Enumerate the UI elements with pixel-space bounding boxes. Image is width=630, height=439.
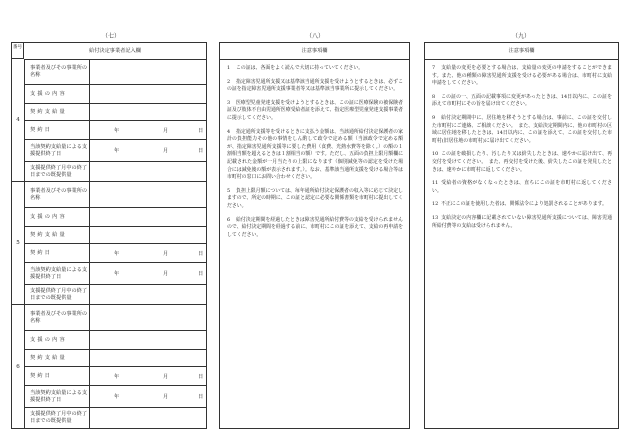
note-item (431, 94, 612, 109)
row-label: 契約支給量 (24, 227, 90, 243)
note-item (431, 115, 612, 145)
date-unit-year: 年 (114, 250, 120, 257)
record-row (24, 350, 206, 367)
note-text: 不正にこの証を使用した者は、関係法令により処罰されることがあります。 (441, 201, 607, 208)
note-item (226, 217, 403, 240)
note-text: この証は、各面をよく読んで大切に持っていてください。 (236, 65, 364, 71)
section-number-7: （七） (101, 33, 120, 40)
note-number: 12 (432, 201, 439, 208)
record-row (24, 104, 206, 121)
note-number: 6 (227, 216, 231, 223)
value-field[interactable] (90, 350, 206, 366)
note-text: 給付決定期間中に、居住地を移そうとする場合は、事前に、この証を交付した市町村にご連絡、ご相談ください。 また、支給決定期間内に、他の市町村の区域に居住地を移したときは、14日以内に、この証を添えて、この証を交付した市町村(旧居住地の市町村)に届け出てください。 (432, 114, 612, 144)
row-label: 契約日 (24, 121, 90, 139)
note-item (431, 201, 612, 209)
record-group (12, 305, 206, 428)
note-number: 2 (227, 78, 231, 85)
record-row (24, 182, 206, 208)
date-unit-day: 日 (198, 271, 204, 277)
record-row (24, 263, 206, 285)
value-field[interactable] (90, 285, 206, 305)
row-label: 契約日 (24, 367, 90, 385)
note-text: 負担上限月額については、毎年通所給付決定保護者の収入等に応じて決定しますので、所定の時期に、この証と認定に必要な関係書類を市町村に提出してください。 (227, 187, 403, 209)
note-item (226, 100, 403, 123)
value-field[interactable] (90, 227, 206, 243)
notes-title-right: 注意事項欄 (425, 43, 618, 60)
note-number: 8 (432, 93, 436, 100)
row-label: 支援の内容 (24, 208, 90, 226)
date-unit-year: 年 (114, 148, 120, 154)
note-text: 医療型児童発達支援を受けようとするときは、この証に医療保険の被保険者証及び肢体不自由児通所医療受給者証を添えて、指定医療型児童発達支援事業者に提示してください。 (227, 99, 403, 121)
note-number: 5 (227, 187, 231, 194)
note-text: 指定障害児通所支援又は基準該当通所支援を受けようとするときは、必ずこの証を指定障害児通所支援事業者等又は基準該当事業所に提示してください。 (227, 78, 403, 93)
date-unit-day: 日 (198, 250, 204, 257)
section-number-9: （九） (511, 33, 530, 40)
date-unit-month: 月 (163, 250, 169, 257)
value-field[interactable] (90, 331, 206, 349)
note-text: 受給者の資格がなくなったときは、直ちにこの証を市町村に返してください。 (432, 180, 612, 194)
value-field[interactable] (90, 59, 206, 84)
date-unit-month: 月 (163, 373, 169, 380)
note-number: 1 (227, 65, 231, 71)
date-unit-day: 日 (198, 373, 204, 380)
row-label: 事業者及びその事業所の名称 (24, 305, 90, 330)
date-unit-year: 年 (114, 127, 120, 134)
group-number: 4 (12, 59, 25, 181)
row-label: 契約日 (24, 244, 90, 262)
note-number: 4 (227, 128, 231, 135)
row-label: 支援提供終了月中の終了日までの既提供量 (24, 285, 90, 305)
value-field[interactable] (90, 305, 206, 330)
row-label: 支援提供終了月中の終了日までの既提供量 (24, 408, 90, 428)
row-label: 当該契約支給量による支援提供終了日 (24, 386, 90, 407)
note-item (431, 180, 612, 195)
record-row (24, 408, 206, 428)
value-field[interactable] (90, 85, 206, 103)
record-group (12, 182, 206, 305)
value-field[interactable] (90, 408, 206, 428)
note-number: 7 (432, 65, 436, 71)
date-field[interactable] (90, 386, 206, 407)
date-unit-day: 日 (198, 394, 204, 400)
date-field[interactable] (90, 140, 206, 161)
record-row (24, 140, 206, 162)
note-item (226, 65, 403, 73)
note-text: 給付決定期間を経過したときは障害児通所給付費等の支給を受けられませんので、給付決定期間を経過する前に、市町村にこの証を添えて、支給の再申請をしてください。 (227, 216, 403, 238)
record-row (24, 85, 206, 104)
notes-list-left (226, 65, 403, 424)
note-text: この証を破損したり、汚したり又は紛失したときは、速やかに届け出て、再交付を受けてください。 また、再交付を受けた後、紛失したこの証を発見したときは、速やかに市町村に返してください。 (432, 151, 612, 173)
notes-panel-left (219, 42, 410, 429)
note-number: 11 (432, 180, 439, 187)
note-number: 10 (432, 151, 439, 158)
date-unit-month: 月 (163, 271, 169, 277)
date-unit-month: 月 (163, 148, 169, 154)
record-row (24, 386, 206, 408)
row-label: 支援提供終了月中の終了日までの既提供量 (24, 162, 90, 182)
group-number: 5 (12, 182, 25, 304)
date-unit-year: 年 (114, 394, 120, 400)
table-header-number: 番号 (12, 43, 24, 59)
note-item (226, 129, 403, 182)
date-field[interactable] (90, 244, 206, 262)
notes-title-left: 注意事項欄 (220, 43, 409, 60)
record-row (24, 162, 206, 182)
value-field[interactable] (90, 162, 206, 182)
date-unit-month: 月 (163, 394, 169, 400)
note-number: 3 (227, 99, 231, 106)
note-text: 支給量の変更を必要とする場合は、支給量の変更の申請をすることができます。また、他の種類の障害児通所支援を受ける必要がある場合は、市町村に支給申請をしてください。 (432, 65, 612, 87)
note-number: 9 (432, 114, 436, 121)
row-label: 事業者及びその事業所の名称 (24, 182, 90, 207)
note-item (431, 151, 612, 174)
provider-record-table (11, 42, 207, 429)
date-unit-year: 年 (114, 271, 120, 277)
row-label: 契約支給量 (24, 104, 90, 120)
row-label: 支援の内容 (24, 85, 90, 103)
value-field[interactable] (90, 104, 206, 120)
row-label: 事業者及びその事業所の名称 (24, 59, 90, 84)
note-text: 支給決定の内容欄に記載されていない障害児通所支援については、障害児通所給付費等の支給は受けられません。 (432, 214, 612, 229)
table-header-title: 給付決定事業者記入欄 (24, 43, 206, 60)
date-unit-day: 日 (198, 148, 204, 154)
section-number-8: （八） (305, 33, 324, 40)
date-field[interactable] (90, 121, 206, 139)
notes-panel-right (424, 42, 619, 429)
note-item (431, 65, 612, 88)
record-row (24, 367, 206, 386)
record-row (24, 331, 206, 350)
record-row (24, 121, 206, 140)
note-text: 指定通所支援等を受けるときに支払う金額は、当該通所給付決定保護者の家計の負担能力その他の事情をしん酌して政令で定める額（当該政令で定める額が、指定障害児通所支援等に要した費用（食費、光熱水費等を除く。）の額の１割相当額を超えるときは１割相当の額）です。ただし、五面の負担上限月額欄に記載された金額が一月当たりの上限になります（個別減免等の認定を受けた場合には減免後の額が表示されます。）。なお、基準該当通所支援を受ける場合等は市町村の窓口にお問い合わせください。 (227, 128, 403, 181)
date-field[interactable] (90, 263, 206, 284)
date-unit-year: 年 (114, 373, 120, 380)
row-label: 当該契約支給量による支援提供終了日 (24, 140, 90, 161)
record-row (24, 305, 206, 331)
record-group (12, 59, 206, 182)
date-unit-day: 日 (198, 127, 204, 134)
note-item (226, 188, 403, 211)
row-label: 支援の内容 (24, 331, 90, 349)
value-field[interactable] (90, 182, 206, 207)
record-row (24, 59, 206, 85)
date-unit-month: 月 (163, 127, 169, 134)
group-number: 6 (12, 305, 25, 428)
record-row (24, 285, 206, 305)
notes-list-right (431, 65, 612, 424)
record-row (24, 208, 206, 227)
value-field[interactable] (90, 208, 206, 226)
note-text: この証の一、五面の記載事項に変更があったときは、14日以内に、この証を添えて市町村にその旨を届け出てください。 (432, 93, 612, 108)
row-label: 当該契約支給量による支援提供終了日 (24, 263, 90, 284)
note-item (226, 79, 403, 94)
row-label: 契約支給量 (24, 350, 90, 366)
note-item (431, 215, 612, 230)
date-field[interactable] (90, 367, 206, 385)
record-row (24, 244, 206, 263)
note-number: 13 (432, 214, 439, 221)
record-row (24, 227, 206, 244)
